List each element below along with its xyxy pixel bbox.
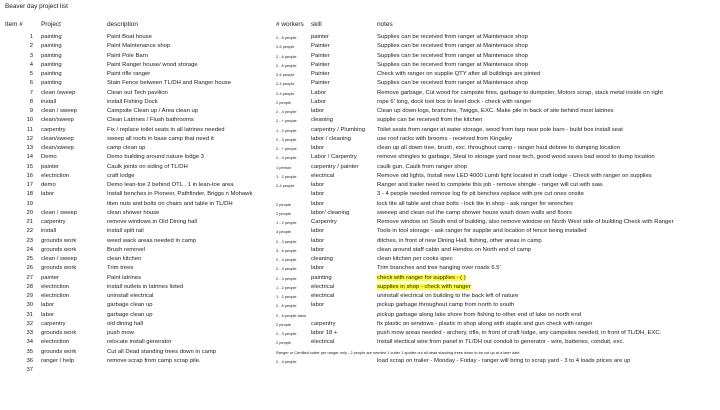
table-row [0, 200, 720, 209]
project-cell: painting [41, 43, 62, 50]
skill-cell: electrical [311, 172, 335, 179]
item-number: 29 [26, 293, 33, 299]
notes-cell: use roof racks with brooms - received from Kingsley [377, 135, 513, 142]
workers-cell: 2 - 4 people [276, 155, 297, 161]
item-number: 13 [26, 145, 33, 151]
item-number: 14 [26, 154, 33, 161]
notes-cell: rope 6' long, dock tool box to level dock - check with ranger [377, 98, 532, 105]
item-number: 32 [26, 320, 33, 327]
notes-cell: Check with ranger on supplie QTY after all buildings are pinted [377, 71, 541, 77]
header-skill: skill [311, 21, 322, 28]
notes-cell: lock tite all table and chair bolts - lock tite in shop - ask ranger for wrenches [377, 200, 574, 207]
item-number: 5 [29, 71, 33, 77]
description-cell: sweep all roofs in base camp that need it [107, 135, 214, 142]
description-cell: Clean out Tech pavilion [107, 89, 168, 96]
item-number: 25 [26, 256, 33, 262]
skill-cell: labor [311, 145, 325, 151]
notes-cell: sweeep and clean out the camp shower house wash down walls and floors [377, 209, 572, 216]
notes-cell: remove shingles to garbage, Steal to storage yard near tech, good wood saves bad wood to dump location [377, 154, 655, 161]
workers-cell: 2 - 3 people [276, 331, 297, 336]
description-cell: Demo lean-toe 2 behind OTL , 1 in lean-toe area [107, 182, 234, 188]
table-row [0, 116, 720, 125]
description-cell: garbage clean up [107, 311, 153, 318]
item-number: 26 [26, 265, 33, 272]
project-cell: painting [41, 71, 62, 77]
workers-cell: 2 people [276, 340, 291, 346]
project-cell: labor [41, 311, 55, 318]
project-cell: painting [41, 61, 62, 68]
table-row [0, 190, 720, 199]
project-cell: labor [41, 302, 55, 309]
project-cell: grounds work [41, 330, 77, 336]
description-cell: Paint Pole Barn [107, 52, 148, 59]
table-row [0, 264, 720, 273]
description-cell: Brush removel [107, 246, 145, 253]
workers-cell: 2 - 3 people [276, 136, 297, 142]
notes-cell: uninstall electrical on building to the back left of nature [377, 293, 519, 299]
item-number: 36 [26, 357, 33, 364]
item-number: 33 [26, 330, 33, 336]
skill-cell: labor [311, 302, 325, 309]
skill-cell: labor [311, 182, 325, 188]
notes-cell: Supplies can be received from ranger at Maintenace shop [377, 61, 528, 68]
table-row [0, 329, 720, 338]
workers-cell: 4 - 6 people [276, 247, 297, 253]
highlighted-note: supplies in shop - check with ranger [377, 283, 471, 290]
header-row [0, 20, 720, 29]
skill-cell: cleaning [311, 256, 333, 262]
table-row [0, 181, 720, 190]
workers-cell: 2 - 3 people [276, 238, 297, 244]
project-cell: electriction [41, 293, 70, 299]
table-row [0, 338, 720, 347]
table-row [0, 246, 720, 255]
project-cell: clean / sweep [41, 256, 78, 262]
workers-cell: 2-4 people [276, 81, 295, 87]
skill-cell: electrical [311, 293, 335, 299]
project-cell: painting [41, 80, 62, 87]
item-number: 30 [26, 302, 33, 309]
item-number: 17 [26, 182, 33, 188]
description-cell: remove scrap from camp scrap pile. [107, 357, 201, 364]
project-cell: carpentry [41, 219, 66, 225]
item-number: 10 [26, 117, 33, 124]
table-row [0, 209, 720, 218]
workers-cell: 2 - 4 people [276, 358, 297, 364]
notes-cell: ditches, in front of new Dining Hall, fishing, other areas in camp [377, 237, 542, 244]
project-cell: install [41, 98, 57, 105]
skill-cell: painter [311, 34, 330, 40]
workers-span-cell: Ranger or Certified cutter per ranger only - 2 people are needed 1 cutter 1 spotter cut all dead standing trees down to be cut up at a later date [276, 349, 520, 355]
project-cell: electriction [41, 339, 70, 346]
item-number: 19 [26, 200, 33, 207]
skill-cell: carpentry / Plumbing [311, 126, 366, 133]
workers-cell: 1 person [276, 164, 292, 170]
workers-cell: 2 - 6 people labor [276, 312, 306, 318]
table-row [0, 172, 720, 181]
table-row [0, 52, 720, 61]
description-cell: install split rail [107, 228, 144, 235]
project-cell: painter [41, 274, 60, 281]
notes-cell: Ranger and trailer need to complete this job - remove shingle - ranger will cut with saw. [377, 182, 604, 188]
description-cell: old dining hall [107, 320, 144, 327]
project-cell: clean /sweep [41, 89, 76, 96]
item-number: 21 [26, 219, 33, 225]
description-cell: titen nuts and bolts on chairs and table in TL/DH [107, 200, 233, 207]
project-cell: ranger / help [41, 357, 75, 364]
workers-cell: 2-6 people [276, 44, 295, 50]
skill-cell: labor [311, 200, 325, 207]
workers-cell: 2 - + people [276, 118, 297, 124]
task-table [0, 33, 720, 375]
notes-cell: Install electical wire from panel in TL/DH out conduit to generator - wire, batteries, conduit, exc. [377, 339, 625, 346]
skill-cell: Painter [311, 71, 330, 77]
workers-cell: 2 - 4 people [276, 266, 297, 272]
skill-cell: Painter [311, 61, 330, 68]
description-cell: Demo building around nature lodge 3 [107, 154, 204, 161]
notes-cell: Supplies can be received from ranger at Maintenace shop [377, 52, 528, 59]
description-cell: weed wack areas needed in camp [107, 237, 197, 244]
skill-cell: Labor / Carpentry [311, 154, 357, 161]
item-number: 20 [26, 209, 33, 216]
description-cell: Paint rifle ranger [107, 71, 151, 77]
table-row [0, 70, 720, 79]
workers-cell: 2 - 6 people [276, 303, 297, 309]
description-cell: Caulk joints on siding of TL/DH [107, 163, 188, 170]
project-cell: painting [41, 34, 62, 40]
description-cell: remove windows in Old Dining hall [107, 219, 198, 225]
skill-cell: carpentry [311, 320, 336, 327]
description-cell: craft lodge [107, 172, 135, 179]
description-cell: Clean Latrines / Flush bathrooms [107, 117, 194, 124]
project-cell: clean / sweep [41, 209, 78, 216]
table-row [0, 89, 720, 98]
item-number: 27 [26, 274, 33, 281]
table-row [0, 320, 720, 329]
notes-cell: Tools in tool storage - ask ranger for supplie and location of fence being installed [377, 228, 587, 235]
notes-cell [377, 274, 717, 283]
skill-cell: Carpentry [311, 219, 337, 225]
skill-cell: Painter [311, 80, 330, 87]
notes-cell: fix plastic on windows - plastic in shop along with staple and gun check with ranger [377, 320, 593, 327]
description-cell: Paint Ranger house/ wood storage [107, 61, 198, 68]
workers-cell: 2 people [276, 321, 291, 327]
item-number: 9 [29, 108, 33, 114]
project-cell: clean/sweep [41, 145, 74, 151]
project-cell: Demo [41, 154, 57, 161]
item-number: 3 [29, 52, 33, 59]
table-row [0, 163, 720, 172]
table-row [0, 311, 720, 320]
project-cell: grounds work [41, 246, 77, 253]
notes-cell: Supplies can be received from ranger at Maintenace shop [377, 34, 528, 40]
workers-cell: 2 - 6 people [276, 35, 297, 40]
description-cell: Cut all Dead standing trees down in camp [107, 348, 217, 355]
skill-cell: labor [311, 191, 325, 198]
skill-cell: electrical [311, 283, 335, 290]
notes-cell: Supplies can be received from ranger at Maintenace shop [377, 43, 528, 50]
skill-cell: Labor [311, 98, 327, 105]
item-number: 16 [26, 172, 33, 179]
notes-cell: Trim branches and tree hanging over roads 6.5' [377, 265, 501, 272]
project-cell: install [41, 228, 57, 235]
skill-cell: Painter [311, 43, 330, 50]
table-row [0, 126, 720, 135]
notes-cell: supplie can be received from the kitchen [377, 117, 483, 124]
header-item: Item # [5, 21, 23, 28]
description-cell: Paint latrines [107, 274, 142, 281]
workers-cell: 1 - 2 people [276, 220, 297, 225]
item-number: 23 [26, 237, 33, 244]
table-row [0, 237, 720, 246]
workers-cell: 4 people [276, 229, 291, 235]
table-row [0, 79, 720, 88]
header-description: description [107, 21, 138, 28]
skill-cell: Painter [311, 52, 330, 59]
workers-cell: 2 - 4 people [276, 109, 297, 114]
notes-cell: push mow areas needed - archery, rifle, in front of craft lodge, any campsites needed, in front of TL/DH, EXC. [377, 330, 662, 336]
table-row [0, 255, 720, 264]
item-number: 28 [26, 283, 33, 290]
table-row [0, 357, 720, 366]
item-number: 12 [26, 135, 33, 142]
skill-cell: painting [311, 274, 332, 281]
workers-cell: 1 - 2 people [276, 173, 297, 179]
notes-cell: Remove window on South end of building, also remove window on North West side of building Check with Ranger [377, 219, 674, 225]
table-row [0, 292, 720, 301]
description-cell: camp clean up [107, 145, 146, 151]
notes-cell: Remove garbage, Cut wood for campsite fires, garbage to dumpster, Motors scrap, stack metal inside on right [377, 89, 663, 96]
project-cell: labor [41, 191, 55, 198]
workers-cell: 2 people [276, 201, 291, 207]
description-cell: relocate install generator [107, 339, 172, 346]
table-row [0, 135, 720, 144]
item-number: 37 [26, 367, 33, 373]
skill-cell: labor [311, 246, 325, 253]
table-row [0, 98, 720, 107]
workers-cell: 2 people [276, 210, 291, 216]
skill-cell: cleaning [311, 117, 333, 124]
table-row [0, 283, 720, 292]
description-cell: Trim trees [107, 265, 134, 272]
skill-cell: electrical [311, 339, 335, 346]
notes-cell: clean kitchen per cooks spec [377, 256, 453, 262]
description-cell: push mow [107, 330, 134, 336]
table-row [0, 61, 720, 70]
skill-cell: labor [311, 237, 325, 244]
item-number: 7 [29, 89, 33, 96]
item-number: 31 [26, 311, 33, 318]
workers-cell: 2 - 4 people [276, 257, 297, 262]
project-cell: painting [41, 52, 62, 59]
workers-cell: 1 - 2 people [276, 127, 297, 133]
description-cell: Paint Boat house [107, 34, 152, 40]
project-cell: grounds work [41, 348, 77, 355]
table-row [0, 227, 720, 236]
table-row [0, 144, 720, 153]
item-number: 1 [29, 34, 33, 40]
project-cell: demo [41, 182, 56, 188]
project-cell: electriction [41, 172, 70, 179]
item-number: 8 [29, 98, 33, 105]
table-row [0, 274, 720, 283]
description-cell: clean shower house [107, 209, 160, 216]
project-cell: painter [41, 163, 60, 170]
header-project: Project [41, 21, 61, 28]
project-cell: clean/sweep [41, 117, 74, 124]
workers-cell: 2-4 people [276, 183, 295, 188]
workers-cell: 2-6 people [276, 72, 295, 77]
description-cell: Fix / replace toilet seats in all latrines needed [107, 126, 225, 133]
description-cell: install outlets in latrines listed [107, 283, 184, 290]
notes-cell: Supplies can be received from ranger at Maintenace shop [377, 80, 528, 87]
workers-cell: 2 - 4 people [276, 275, 297, 281]
description-cell: garbage clean up [107, 302, 153, 309]
header-workers: # workers [276, 21, 304, 28]
item-number: 34 [26, 339, 33, 346]
highlighted-note: check with ranger for supplies - ( ) [377, 274, 466, 281]
table-row [0, 301, 720, 310]
workers-cell: 2 - + people [276, 146, 297, 151]
description-cell: install Fishing Dock [107, 98, 158, 105]
skill-cell: labor [311, 265, 325, 272]
item-number: 35 [26, 348, 33, 355]
item-number: 15 [26, 163, 33, 170]
item-number: 2 [29, 43, 33, 50]
project-cell: electriction [41, 283, 70, 290]
table-row [0, 42, 720, 51]
skill-cell: labor [311, 108, 325, 114]
item-number: 22 [26, 228, 33, 235]
table-row [0, 366, 720, 375]
table-row [0, 348, 720, 357]
skill-cell: Labor [311, 89, 327, 96]
description-cell: Campsite Clean up / Area clean up [107, 108, 199, 114]
workers-cell: 2 people [276, 99, 291, 105]
notes-cell: caulk gun, Caulk from ranger shop [377, 163, 468, 170]
skill-cell: carpentry / painter [311, 163, 359, 170]
project-cell: clean/sweep [41, 135, 74, 142]
project-cell: grounds work [41, 265, 77, 272]
item-number: 24 [26, 246, 33, 253]
project-cell: grounds work [41, 237, 77, 244]
workers-cell: 2-4 people [276, 90, 295, 96]
item-number: 6 [29, 80, 33, 87]
table-row [0, 218, 720, 227]
item-number: 11 [26, 126, 33, 133]
table-row [0, 153, 720, 162]
notes-cell: pickup garbage along lake shore from fishing to other end of lake on north end [377, 311, 582, 318]
notes-cell: 3 - 4 people needed remove log fix pit benches replace with pre cut ones onsite [377, 191, 584, 198]
notes-cell: load scrap on trailer - Monday - Friday - ranger will bring to scrap yard - 3 to 4 loads prices are up [377, 357, 631, 364]
sheet-title: Beaver day project list [5, 3, 68, 10]
notes-cell: clean up all down tree, brush, exc. throughout camp - ranger haul debree to dumping location [377, 145, 620, 151]
project-cell: carpentry [41, 320, 66, 327]
skill-cell: labor / cleaning [311, 135, 351, 142]
description-cell: clean kitchen [107, 256, 142, 262]
project-cell: clean / sweep [41, 108, 78, 114]
workers-cell: 2 - 6 people [276, 53, 297, 59]
project-cell: carpentry [41, 126, 66, 133]
skill-cell: labor [311, 228, 325, 235]
header-notes: notes [377, 21, 393, 28]
skill-cell: labor/ cleaning [311, 209, 350, 216]
description-cell: Install benches in Pioneer, Pathfinder, Briggs n Mohawk [107, 191, 253, 198]
workers-cell: 1 - 2 people [276, 284, 297, 290]
notes-cell: clean around staff cabin and Hendos on North end of camp [377, 246, 532, 253]
notes-cell [377, 283, 717, 292]
notes-cell: Remove old lights, Install new LED 4000 Lumb light located in craft lodge - Check with ranger on supplies [377, 172, 652, 179]
workers-cell: 1 - 2 people [276, 294, 297, 299]
description-cell: Paint Maintenance shop [107, 43, 171, 50]
skill-cell: labor 18 + [311, 330, 338, 336]
description-cell: uninstall electrical [107, 293, 154, 299]
notes-cell: pickup garbage throughout camp from north to south [377, 302, 515, 309]
notes-cell: Toilet seats from ranger at water storage, wood from tarp near pole barn - build box install seat [377, 126, 623, 133]
notes-cell: Clean up down logs, branches, Twiggs, EXC. Make pile in back of site behind most latrines [377, 108, 614, 114]
description-cell: Stain Fence between TL/DH and Ranger house [107, 80, 231, 87]
item-number: 4 [29, 61, 33, 68]
item-number: 18 [26, 191, 33, 198]
table-row [0, 33, 720, 42]
workers-cell: 2 - 6 people [276, 62, 297, 68]
table-row [0, 107, 720, 116]
